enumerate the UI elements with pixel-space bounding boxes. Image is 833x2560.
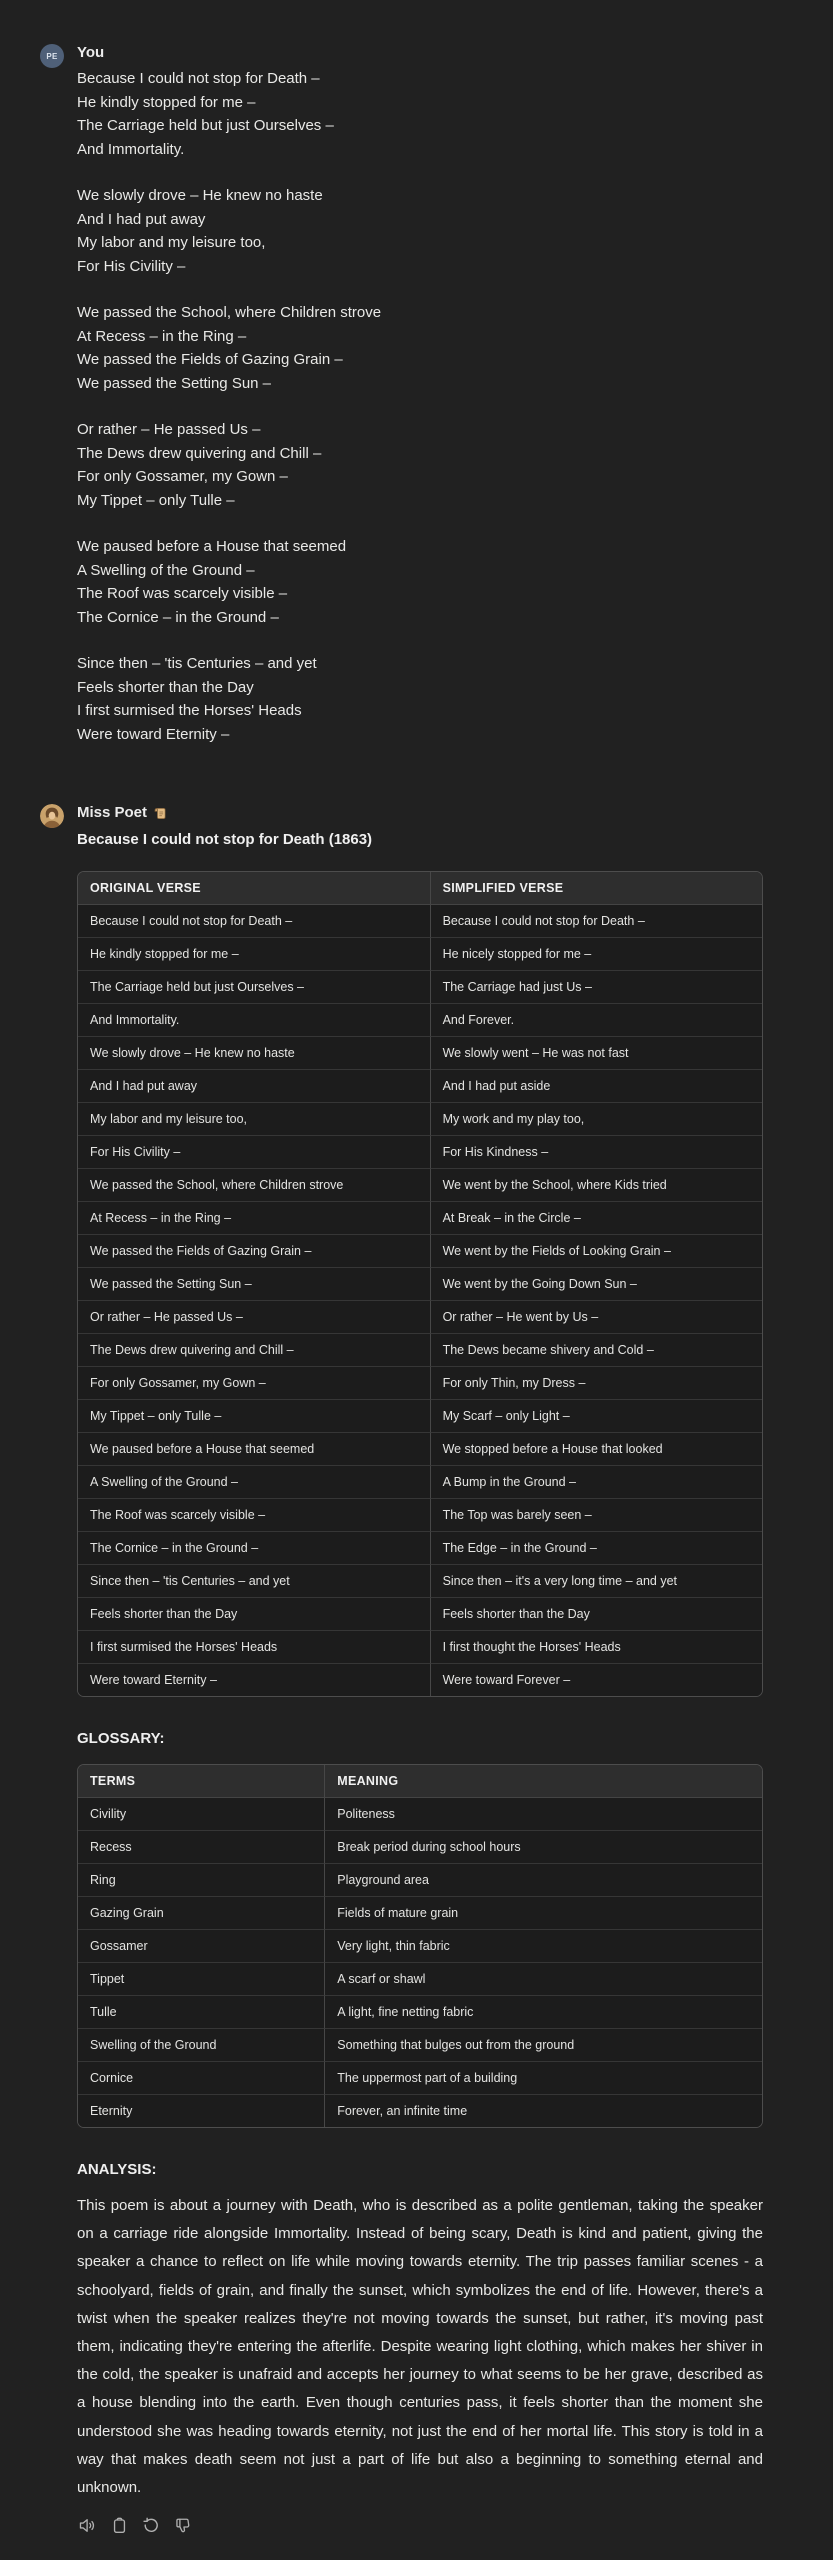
table-cell: The Dews became shivery and Cold – — [430, 1334, 762, 1367]
table-cell: The Carriage held but just Ourselves – — [78, 971, 430, 1004]
table-cell: Playground area — [324, 1864, 762, 1897]
table-cell: Feels shorter than the Day — [78, 1598, 430, 1631]
table-row — [78, 1367, 762, 1400]
column-header: ORIGINAL VERSE — [78, 872, 430, 905]
poem-stanza: We slowly drove – He knew no haste And I had put away My labor and my leisure too, For His Civility – — [77, 187, 323, 275]
user-message-body — [77, 42, 763, 746]
verse-comparison-table — [77, 871, 763, 1697]
user-avatar: PE — [40, 44, 64, 68]
table-row — [78, 1664, 762, 1696]
table-cell: The Carriage had just Us – — [430, 971, 762, 1004]
table-cell: I first thought the Horses' Heads — [430, 1631, 762, 1664]
bot-message — [40, 802, 763, 2535]
table-cell: A Swelling of the Ground – — [78, 1466, 430, 1499]
table-cell: We slowly went – He was not fast — [430, 1037, 762, 1070]
table-cell: My work and my play too, — [430, 1103, 762, 1136]
table-cell: Something that bulges out from the ground — [324, 2029, 762, 2062]
regenerate-button[interactable] — [141, 2515, 161, 2535]
table-cell: Tippet — [78, 1963, 324, 1996]
table-cell: And Immortality. — [78, 1004, 430, 1037]
user-name — [77, 42, 763, 64]
table-cell: Because I could not stop for Death – — [78, 905, 430, 938]
table-row — [78, 1400, 762, 1433]
user-message — [40, 42, 763, 746]
table-row — [78, 1037, 762, 1070]
table-cell: The Dews drew quivering and Chill – — [78, 1334, 430, 1367]
table-cell: And Forever. — [430, 1004, 762, 1037]
table-cell: We went by the School, where Kids tried — [430, 1169, 762, 1202]
glossary-heading: GLOSSARY: — [77, 1730, 165, 1747]
bot-avatar[interactable] — [40, 804, 64, 828]
table-cell: We slowly drove – He knew no haste — [78, 1037, 430, 1070]
poem-stanza: We passed the School, where Children strove At Recess – in the Ring – We passed the Fields of Gazing Grain – We passed the Setting Sun – — [77, 304, 382, 392]
table-row — [78, 905, 762, 938]
bot-name-label: Miss Poet — [77, 804, 148, 821]
table-cell: Gossamer — [78, 1930, 324, 1963]
table-cell: At Break – in the Circle – — [430, 1202, 762, 1235]
table-cell: Since then – 'tis Centuries – and yet — [78, 1565, 430, 1598]
table-row — [78, 2095, 762, 2127]
table-header-row — [78, 1765, 762, 1798]
table-cell: My labor and my leisure too, — [78, 1103, 430, 1136]
table-row — [78, 1235, 762, 1268]
table-row — [78, 1963, 762, 1996]
table-cell: We passed the Setting Sun – — [78, 1268, 430, 1301]
table-cell: The uppermost part of a building — [324, 2062, 762, 2095]
poem-stanza: Because I could not stop for Death – He kindly stopped for me – The Carriage held but just Ourselves – And Immortality. — [77, 70, 334, 158]
table-cell: For only Gossamer, my Gown – — [78, 1367, 430, 1400]
table-row — [78, 1897, 762, 1930]
table-row — [78, 1433, 762, 1466]
table-cell: Tulle — [78, 1996, 324, 2029]
read-aloud-button[interactable] — [77, 2515, 97, 2535]
table-cell: We stopped before a House that looked — [430, 1433, 762, 1466]
table-cell: Cornice — [78, 2062, 324, 2095]
table-row — [78, 971, 762, 1004]
table-cell: Or rather – He passed Us – — [78, 1301, 430, 1334]
glossary-table — [77, 1764, 763, 2128]
table-cell: Since then – it's a very long time – and yet — [430, 1565, 762, 1598]
table-cell: Break period during school hours — [324, 1831, 762, 1864]
table-row — [78, 1930, 762, 1963]
user-name-label: You — [77, 44, 105, 61]
table-row — [78, 1268, 762, 1301]
table-row — [78, 2062, 762, 2095]
table-cell: Very light, thin fabric — [324, 1930, 762, 1963]
table-cell: He kindly stopped for me – — [78, 938, 430, 971]
table-cell: We passed the Fields of Gazing Grain – — [78, 1235, 430, 1268]
table-cell: For His Civility – — [78, 1136, 430, 1169]
table-row — [78, 1301, 762, 1334]
table-cell: He nicely stopped for me – — [430, 938, 762, 971]
table-cell: Fields of mature grain — [324, 1897, 762, 1930]
table-cell: Or rather – He went by Us – — [430, 1301, 762, 1334]
table-row — [78, 938, 762, 971]
table-cell: For His Kindness – — [430, 1136, 762, 1169]
table-cell: At Recess – in the Ring – — [78, 1202, 430, 1235]
table-cell: And I had put away — [78, 1070, 430, 1103]
bot-avatar-portrait — [40, 804, 64, 828]
copy-button[interactable] — [109, 2515, 129, 2535]
table-cell: A light, fine netting fabric — [324, 1996, 762, 2029]
table-cell: Because I could not stop for Death – — [430, 905, 762, 938]
message-actions — [77, 2515, 763, 2535]
column-header: TERMS — [78, 1765, 324, 1798]
table-row — [78, 1565, 762, 1598]
scroll-icon — [153, 806, 168, 821]
table-row — [78, 1831, 762, 1864]
table-row — [78, 1004, 762, 1037]
table-cell: We went by the Fields of Looking Grain – — [430, 1235, 762, 1268]
analysis-paragraph: This poem is about a journey with Death, who is described as a polite gentleman, taking the speaker on a carriage ride alongside Immortality. Instead of being scary, Death is kind and patient, giving the speaker a chance to reflect on life while moving towards eternity. The trip passes familiar scenes - a schoolyard, fields of grain, and finally the sunset, which symbolizes the end of life. However, there's a twist when the speaker realizes they're not moving towards the sunset, but rather, it's moving past them, indicating they're entering the afterlife. Despite wearing light clothing, which makes her shiver in the cold, the speaker is unafraid and accepts her journey to what seems to be her grave, described as a house blending into the earth. Even though centuries pass, it feels shorter than the moment she understood she was heading towards eternity, not just the end of her mortal life. This story is told in a way that makes death seem not just a part of life but also a beginning to something eternal and unknown. — [77, 2197, 763, 2497]
speaker-icon — [78, 2516, 97, 2535]
poem-stanza: We paused before a House that seemed A Swelling of the Ground – The Roof was scarcely visible – The Cornice – in the Ground – — [77, 538, 347, 626]
table-cell: Were toward Forever – — [430, 1664, 762, 1696]
table-cell: We paused before a House that seemed — [78, 1433, 430, 1466]
clipboard-icon — [110, 2516, 129, 2535]
table-row — [78, 1103, 762, 1136]
table-row — [78, 1598, 762, 1631]
table-cell: Forever, an infinite time — [324, 2095, 762, 2127]
table-row — [78, 1864, 762, 1897]
table-cell: My Tippet – only Tulle – — [78, 1400, 430, 1433]
thumbs-down-icon — [174, 2516, 193, 2535]
poem-stanza: Or rather – He passed Us – The Dews drew quivering and Chill – For only Gossamer, my Gown – My Tippet – only Tulle – — [77, 421, 322, 509]
poem-text — [77, 67, 763, 746]
table-cell: Eternity — [78, 2095, 324, 2127]
column-header: MEANING — [324, 1765, 762, 1798]
table-row — [78, 1070, 762, 1103]
table-row — [78, 1466, 762, 1499]
table-cell: A scarf or shawl — [324, 1963, 762, 1996]
table-row — [78, 1798, 762, 1831]
table-cell: My Scarf – only Light – — [430, 1400, 762, 1433]
table-cell: A Bump in the Ground – — [430, 1466, 762, 1499]
table-header-row — [78, 872, 762, 905]
table-cell: Feels shorter than the Day — [430, 1598, 762, 1631]
poem-stanza: Since then – 'tis Centuries – and yet Feels shorter than the Day I first surmised the Horses' Heads Were toward Eternity – — [77, 655, 317, 743]
table-cell: For only Thin, my Dress – — [430, 1367, 762, 1400]
table-row — [78, 1631, 762, 1664]
table-cell: Politeness — [324, 1798, 762, 1831]
bot-message-body — [77, 802, 763, 2535]
table-cell: Were toward Eternity – — [78, 1664, 430, 1696]
table-row — [78, 1202, 762, 1235]
bot-name[interactable] — [77, 802, 763, 824]
thumbs-down-button[interactable] — [173, 2515, 193, 2535]
table-row — [78, 1532, 762, 1565]
table-cell: And I had put aside — [430, 1070, 762, 1103]
table-row — [78, 1334, 762, 1367]
table-cell: The Edge – in the Ground – — [430, 1532, 762, 1565]
table-cell: The Cornice – in the Ground – — [78, 1532, 430, 1565]
table-row — [78, 1136, 762, 1169]
regenerate-icon — [142, 2516, 161, 2535]
table-cell: Recess — [78, 1831, 324, 1864]
table-row — [78, 1996, 762, 2029]
analysis-heading: ANALYSIS: — [77, 2161, 157, 2178]
table-cell: We passed the School, where Children strove — [78, 1169, 430, 1202]
table-row — [78, 1169, 762, 1202]
table-row — [78, 1499, 762, 1532]
poem-title: Because I could not stop for Death (1863) — [77, 831, 373, 848]
table-cell: I first surmised the Horses' Heads — [78, 1631, 430, 1664]
table-cell: We went by the Going Down Sun – — [430, 1268, 762, 1301]
table-cell: Gazing Grain — [78, 1897, 324, 1930]
table-row — [78, 2029, 762, 2062]
table-cell: Ring — [78, 1864, 324, 1897]
table-cell: The Top was barely seen – — [430, 1499, 762, 1532]
table-cell: Civility — [78, 1798, 324, 1831]
table-cell: The Roof was scarcely visible – — [78, 1499, 430, 1532]
column-header: SIMPLIFIED VERSE — [430, 872, 762, 905]
table-cell: Swelling of the Ground — [78, 2029, 324, 2062]
